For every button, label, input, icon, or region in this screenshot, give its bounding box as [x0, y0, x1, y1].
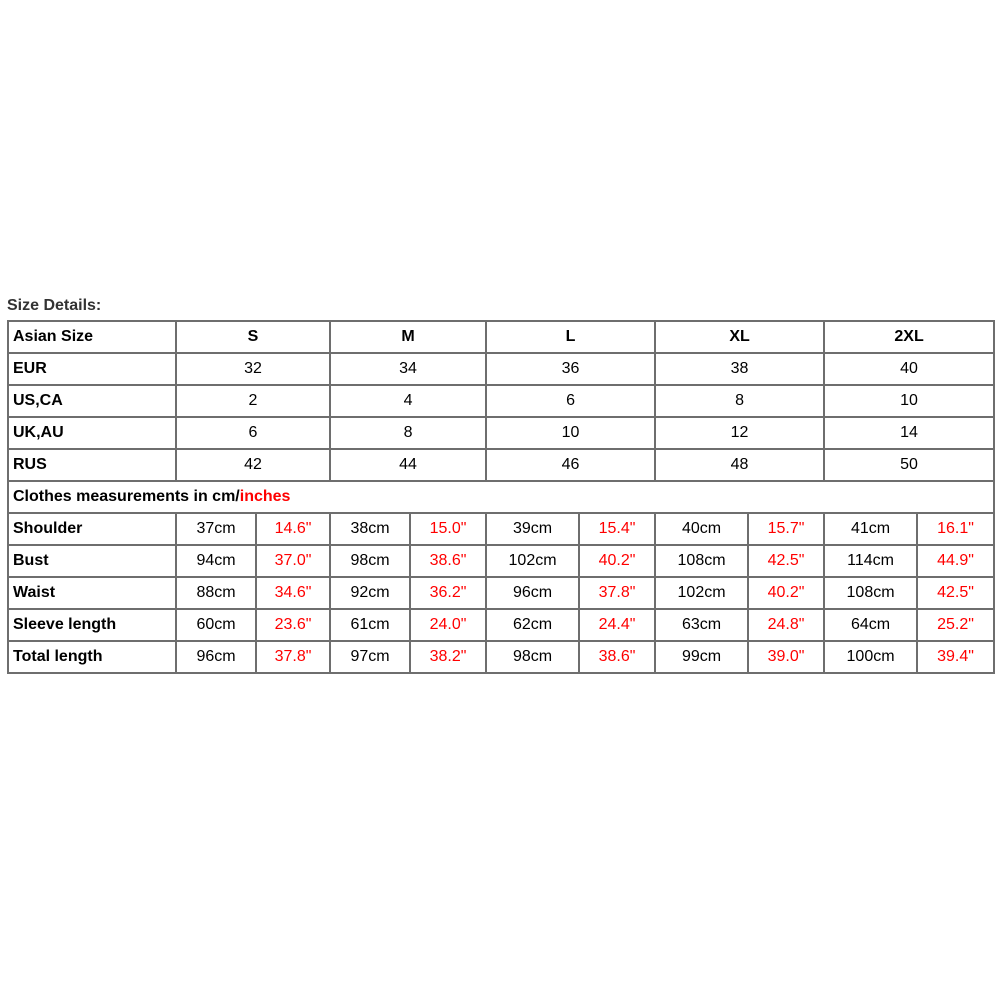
- conversion-value-cell: 14: [824, 417, 994, 449]
- inch-value-cell: 15.7": [748, 513, 824, 545]
- inch-value-cell: 34.6": [256, 577, 330, 609]
- conversion-value-cell: 2: [176, 385, 330, 417]
- size-header-cell: S: [176, 321, 330, 353]
- inch-value-cell: 23.6": [256, 609, 330, 641]
- inch-value-cell: 37.8": [256, 641, 330, 673]
- row-label: EUR: [8, 353, 176, 385]
- conversion-value-cell: 42: [176, 449, 330, 481]
- row-label: RUS: [8, 449, 176, 481]
- measurement-row: [8, 513, 994, 545]
- conversion-value-cell: 48: [655, 449, 824, 481]
- cm-value-cell: 99cm: [655, 641, 748, 673]
- cm-value-cell: 108cm: [824, 577, 917, 609]
- cm-value-cell: 37cm: [176, 513, 256, 545]
- cm-value-cell: 102cm: [655, 577, 748, 609]
- inch-value-cell: 36.2": [410, 577, 486, 609]
- size-header-cell: XL: [655, 321, 824, 353]
- row-label: Sleeve length: [8, 609, 176, 641]
- cm-value-cell: 100cm: [824, 641, 917, 673]
- row-label: Total length: [8, 641, 176, 673]
- inch-value-cell: 42.5": [748, 545, 824, 577]
- measurements-heading-prefix: Clothes measurements in cm/: [13, 488, 240, 505]
- header-label: Asian Size: [8, 321, 176, 353]
- inch-value-cell: 42.5": [917, 577, 994, 609]
- cm-value-cell: 41cm: [824, 513, 917, 545]
- size-details-caption: Size Details:: [7, 297, 102, 314]
- cm-value-cell: 88cm: [176, 577, 256, 609]
- size-header-cell: 2XL: [824, 321, 994, 353]
- cm-value-cell: 97cm: [330, 641, 410, 673]
- cm-value-cell: 114cm: [824, 545, 917, 577]
- inch-value-cell: 44.9": [917, 545, 994, 577]
- size-chart-table: [7, 320, 995, 674]
- inch-value-cell: 39.4": [917, 641, 994, 673]
- conversion-row: [8, 353, 994, 385]
- inch-value-cell: 40.2": [748, 577, 824, 609]
- inch-value-cell: 38.6": [579, 641, 655, 673]
- size-header-cell: L: [486, 321, 655, 353]
- cm-value-cell: 38cm: [330, 513, 410, 545]
- conversion-row: [8, 449, 994, 481]
- conversion-row: [8, 385, 994, 417]
- conversion-value-cell: 46: [486, 449, 655, 481]
- cm-value-cell: 61cm: [330, 609, 410, 641]
- inch-value-cell: 40.2": [579, 545, 655, 577]
- conversion-value-cell: 4: [330, 385, 486, 417]
- inch-value-cell: 15.0": [410, 513, 486, 545]
- measurements-heading-row: [8, 481, 994, 513]
- conversion-value-cell: 10: [824, 385, 994, 417]
- row-label: Shoulder: [8, 513, 176, 545]
- conversion-value-cell: 36: [486, 353, 655, 385]
- header-row: [8, 321, 994, 353]
- conversion-row: [8, 417, 994, 449]
- cm-value-cell: 102cm: [486, 545, 579, 577]
- conversion-value-cell: 44: [330, 449, 486, 481]
- conversion-value-cell: 50: [824, 449, 994, 481]
- cm-value-cell: 98cm: [486, 641, 579, 673]
- size-header-cell: M: [330, 321, 486, 353]
- conversion-value-cell: 32: [176, 353, 330, 385]
- conversion-value-cell: 6: [176, 417, 330, 449]
- measurement-row: [8, 609, 994, 641]
- cm-value-cell: 40cm: [655, 513, 748, 545]
- inch-value-cell: 37.0": [256, 545, 330, 577]
- inch-value-cell: 16.1": [917, 513, 994, 545]
- cm-value-cell: 92cm: [330, 577, 410, 609]
- inch-value-cell: 38.2": [410, 641, 486, 673]
- row-label: Waist: [8, 577, 176, 609]
- conversion-value-cell: 8: [330, 417, 486, 449]
- inch-value-cell: 24.0": [410, 609, 486, 641]
- cm-value-cell: 64cm: [824, 609, 917, 641]
- measurement-row: [8, 577, 994, 609]
- inch-value-cell: 14.6": [256, 513, 330, 545]
- inch-value-cell: 25.2": [917, 609, 994, 641]
- conversion-value-cell: 34: [330, 353, 486, 385]
- cm-value-cell: 108cm: [655, 545, 748, 577]
- conversion-value-cell: 12: [655, 417, 824, 449]
- inch-value-cell: 24.8": [748, 609, 824, 641]
- cm-value-cell: 94cm: [176, 545, 256, 577]
- conversion-value-cell: 8: [655, 385, 824, 417]
- inch-value-cell: 37.8": [579, 577, 655, 609]
- cm-value-cell: 62cm: [486, 609, 579, 641]
- cm-value-cell: 98cm: [330, 545, 410, 577]
- conversion-value-cell: 38: [655, 353, 824, 385]
- inch-value-cell: 24.4": [579, 609, 655, 641]
- conversion-value-cell: 10: [486, 417, 655, 449]
- conversion-value-cell: 6: [486, 385, 655, 417]
- measurements-heading-highlight: inches: [239, 488, 291, 505]
- conversion-value-cell: 40: [824, 353, 994, 385]
- row-label: UK,AU: [8, 417, 176, 449]
- inch-value-cell: 38.6": [410, 545, 486, 577]
- cm-value-cell: 63cm: [655, 609, 748, 641]
- inch-value-cell: 39.0": [748, 641, 824, 673]
- measurement-row: [8, 641, 994, 673]
- cm-value-cell: 96cm: [176, 641, 256, 673]
- measurements-heading: [8, 481, 994, 513]
- measurement-row: [8, 545, 994, 577]
- row-label: Bust: [8, 545, 176, 577]
- row-label: US,CA: [8, 385, 176, 417]
- cm-value-cell: 60cm: [176, 609, 256, 641]
- cm-value-cell: 39cm: [486, 513, 579, 545]
- cm-value-cell: 96cm: [486, 577, 579, 609]
- inch-value-cell: 15.4": [579, 513, 655, 545]
